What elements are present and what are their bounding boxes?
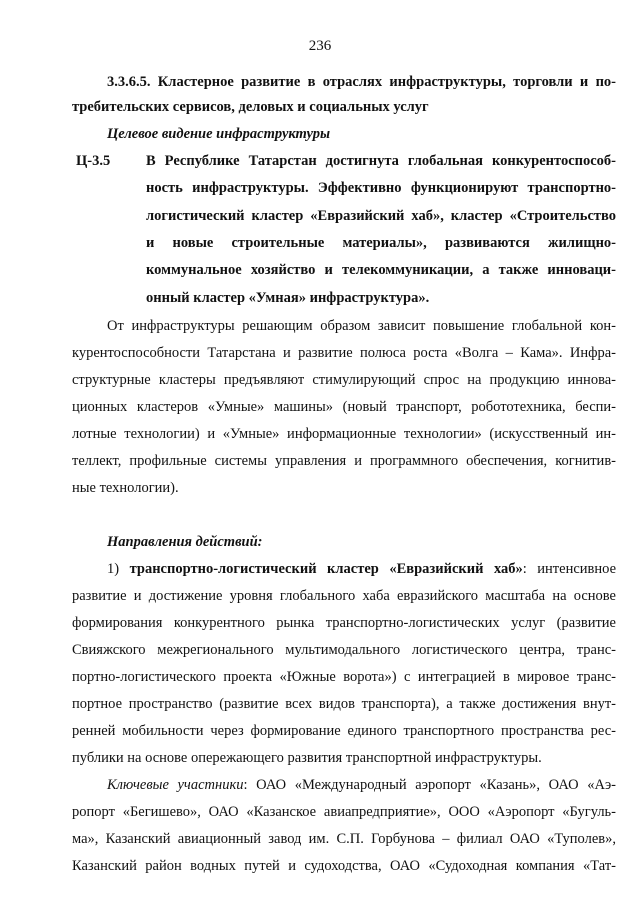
paragraph-line: ропорт «Бегишево», ОАО «Казанское авиапредприятие», ООО «Аэропорт «Бугуль-	[72, 804, 616, 820]
paragraph-line: ционных кластеров «Умные» машины» (новый транспорт, робототехника, беспи-	[72, 399, 616, 415]
paragraph-line: От инфраструктуры решающим образом зависит повышение глобальной кон-	[107, 318, 616, 334]
paragraph-line: публики на основе опережающего развития транспортной инфраструктуры.	[72, 750, 542, 766]
paragraph-line: ренней мобильности через формирование единого транспортного пространства рес-	[72, 723, 616, 739]
section-number: 3.3.6.5.	[107, 74, 151, 90]
page-number: 236	[308, 38, 332, 54]
target-vision-line: ность инфраструктуры. Эффективно функционируют транспортно-	[146, 180, 616, 196]
participants-first-line-rest: : ОАО «Международный аэропорт «Казань», ОАО «Аэ-	[243, 777, 617, 793]
direction-item-1-first-line	[107, 560, 616, 578]
target-vision-line: онный кластер «Умная» инфраструктура».	[146, 290, 430, 306]
direction-item-number: 1)	[107, 561, 120, 577]
paragraph-line: ные технологии).	[72, 480, 179, 496]
section-title-line-1	[107, 73, 616, 91]
paragraph-line: развитие и достижение уровня глобального хаба евразийского масштаба на основе	[72, 588, 616, 604]
paragraph-line: ма», Казанский авиационный завод им. С.П. Горбунова – филиал ОАО «Туполев»,	[72, 831, 616, 847]
participants-first-line	[107, 776, 616, 794]
participants-label: Ключевые участники	[107, 777, 244, 793]
target-vision-heading: Целевое видение инфраструктуры	[107, 126, 331, 142]
target-vision-code: Ц-3.5	[76, 153, 111, 169]
directions-heading: Направления действий:	[107, 534, 263, 550]
paragraph-line: портно-логистического проекта «Южные ворота») с интеграцией в мировое транс-	[72, 669, 616, 685]
target-vision-line: и новые строительные материалы», развиваются жилищно-	[146, 235, 616, 251]
direction-item-first-line-rest: : интенсивное	[522, 561, 617, 577]
paragraph-line: теллект, профильные системы управления и программного обеспечения, когнитив-	[72, 453, 616, 469]
paragraph-line: Свияжского межрегионального мультимодального логистического центра, транс-	[72, 642, 616, 658]
paragraph-line: курентоспособности Татарстана и развитие полюса роста «Волга – Кама». Инфра-	[72, 345, 616, 361]
target-vision-line: логистический кластер «Евразийский хаб», кластер «Строительство	[146, 208, 616, 224]
paragraph-line: структурные кластеры предъявляют стимулирующий спрос на продукцию иннова-	[72, 372, 616, 388]
paragraph-line: лотные технологии) и «Умные» информационные технологии» (искусственный ин-	[72, 426, 616, 442]
section-title-line-2: требительских сервисов, деловых и социальных услуг	[72, 99, 429, 115]
target-vision-line: В Республике Татарстан достигнута глобальная конкурентоспособ-	[146, 153, 616, 169]
direction-item-title: транспортно-логистический кластер «Евразийский хаб»	[129, 561, 523, 577]
paragraph-line: формирования конкурентного рынка транспортно-логистических услуг (развитие	[72, 615, 616, 631]
target-vision-line: коммунальное хозяйство и телекоммуникации, а также инноваци-	[146, 262, 616, 278]
paragraph-line: Казанский район водных путей и судоходства, ОАО «Судоходная компания «Тат-	[72, 858, 616, 874]
paragraph-line: портное пространство (развитие всех видов транспорта), а также достижения внут-	[72, 696, 616, 712]
section-title-text-1: Кластерное развитие в отраслях инфраструктуры, торговли и по-	[157, 74, 617, 90]
